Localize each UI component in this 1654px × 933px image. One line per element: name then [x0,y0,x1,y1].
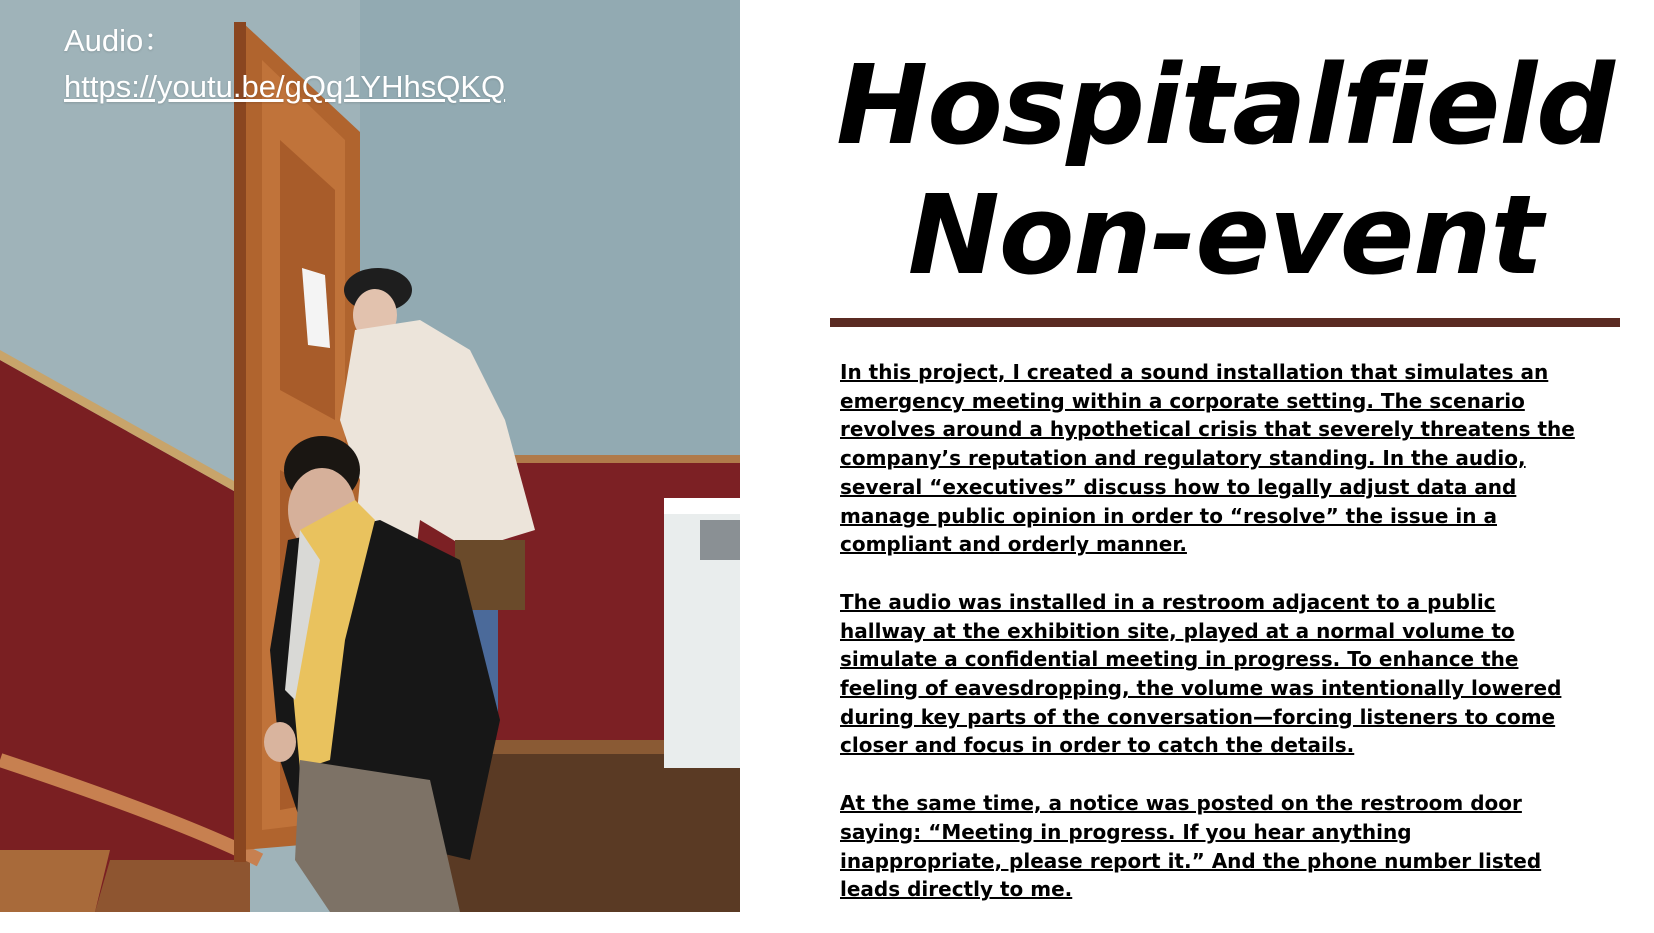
project-description [840,358,1580,933]
audio-label: Audio： [64,23,175,58]
audio-caption [64,18,505,110]
title-divider [830,318,1620,327]
photo-illustration [0,0,740,912]
title-line-2: Non-event [907,171,1543,299]
title-line-1: Hospitalfield [836,41,1614,169]
paragraph-1: In this project, I created a sound installation that simulates an emergency meeting within a corporate setting. The scenario revolves around a hypothetical crisis that severely threatens the company’s reputation and regulatory standing. In the audio, several “executives” discuss how to legally adjust data and manage public opinion in order to “resolve” the issue in a compliant and orderly manner. [840,360,1575,557]
paragraph-2: The audio was installed in a restroom adjacent to a public hallway at the exhibition site, played at a normal volume to simulate a confidential meeting in progress. To enhance the feeling of eavesdropping, the volume was intentionally lowered during key parts of the conversation—forcing listeners to come closer and focus in order to catch the details. [840,589,1562,758]
audio-link[interactable]: https://youtu.be/gQq1YHhsQKQ [64,69,506,104]
paragraph-3: At the same time, a notice was posted on the restroom door saying: “Meeting in progress. If you hear anything inappropriate, please report it.” And the phone number listed leads directly to me. [840,791,1542,902]
page-title [830,40,1620,300]
installation-photo [0,0,740,912]
